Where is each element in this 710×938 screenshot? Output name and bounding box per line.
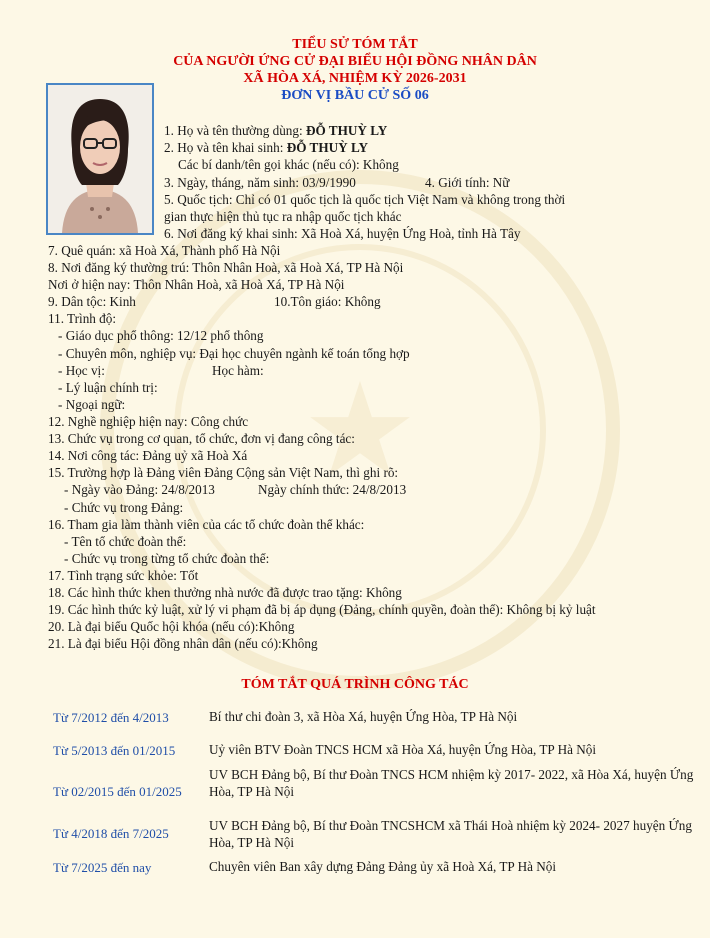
awards-row: 18. Các hình thức khen thưởng nhà nước đã được trao tặng: Không (48, 585, 402, 600)
education-heading: 11. Trình độ: (48, 311, 117, 326)
dob-row: 3. Ngày, tháng, năm sinh: 03/9/1990 (164, 175, 356, 190)
career-description: Chuyên viên Ban xây dựng Đảng Đảng ủy xã Hoà Xá, TP Hà Nội (209, 859, 557, 874)
pc-delegate-row: 21. Là đại biểu Hội đồng nhân dân (nếu có):Không (48, 636, 318, 651)
health-row: 17. Tình trạng sức khỏe: Tốt (48, 568, 199, 583)
party-position-row: - Chức vụ trong Đảng: (64, 500, 184, 515)
permanent-residence-row: 8. Nơi đăng ký thường trú: Thôn Nhân Hoà, xã Hoà Xá, TP Hà Nội (48, 260, 404, 275)
career-date: Từ 4/2018 đến 7/2025 (53, 826, 169, 841)
nationality-row-cont: gian thực hiện thủ tục ra nhập quốc tịch khác (164, 209, 402, 224)
party-member-row: 15. Trường hợp là Đảng viên Đảng Cộng sản Việt Nam, thì ghi rõ: (48, 465, 399, 480)
career-description: Uỷ viên BTV Đoàn TNCS HCM xã Hòa Xá, huyện Ứng Hòa, TP Hà Nội (209, 742, 597, 757)
header-title: TIỂU SỬ TÓM TẮT (292, 37, 418, 52)
hometown-row: 7. Quê quán: xã Hoà Xá, Thành phố Hà Nội (48, 243, 281, 258)
occupation-row: 12. Nghề nghiệp hiện nay: Công chức (48, 414, 249, 429)
name-common-row (164, 123, 387, 139)
career-description: UV BCH Đảng bộ, Bí thư Đoàn TNCSHCM xã Thái Hoà nhiệm kỳ 2024- 2027 huyện Ứng Hòa, TP Hà Nội (209, 818, 692, 850)
general-education-row: - Giáo dục phổ thông: 12/12 phổ thông (58, 328, 264, 343)
name-birth-value: ĐỖ THUỲ LY (286, 140, 369, 155)
name-common-value: ĐỖ THUỲ LY (305, 123, 388, 138)
ethnicity-row: 9. Dân tộc: Kinh (48, 294, 136, 309)
career-section-title: TÓM TẮT QUÁ TRÌNH CÔNG TÁC (241, 677, 469, 692)
candidate-photo (46, 83, 154, 235)
career-date: Từ 02/2015 đến 01/2025 (53, 784, 182, 799)
workplace-row: 14. Nơi công tác: Đảng uỷ xã Hoà Xá (48, 448, 248, 463)
name-common-label: 1. Họ và tên thường dùng: (164, 123, 306, 138)
mass-org-row: 16. Tham gia làm thành viên của các tổ chức đoàn thể khác: (48, 517, 365, 532)
career-date: Từ 5/2013 đến 01/2015 (53, 743, 176, 758)
name-birth-row (164, 140, 368, 156)
career-date: Từ 7/2025 đến nay (53, 860, 152, 875)
header-term: XÃ HÒA XÁ, NHIỆM KỲ 2026-2031 (243, 71, 467, 86)
career-description: Bí thư chi đoàn 3, xã Hòa Xá, huyện Ứng Hòa, TP Hà Nội (209, 709, 518, 724)
foreign-language-row: - Ngoại ngữ: (58, 397, 126, 412)
religion-row: 10.Tôn giáo: Không (274, 294, 381, 309)
portrait-image (48, 85, 152, 233)
position-row: 13. Chức vụ trong cơ quan, tổ chức, đơn vị đang công tác: (48, 431, 355, 446)
header-constituency: ĐƠN VỊ BẦU CỬ SỐ 06 (281, 88, 429, 103)
political-theory-row: - Lý luận chính trị: (58, 380, 158, 395)
header-subtitle: CỦA NGƯỜI ỨNG CỬ ĐẠI BIỂU HỘI ĐỒNG NHÂN DÂN (173, 54, 537, 69)
degree-row: - Học vị: (58, 363, 105, 378)
party-join-row: - Ngày vào Đảng: 24/8/2013 (64, 482, 215, 497)
academic-title-row: Học hàm: (212, 363, 264, 378)
current-residence-row: Nơi ở hiện nay: Thôn Nhân Hoà, xã Hoà Xá, TP Hà Nội (48, 277, 345, 292)
aliases-row: Các bí danh/tên gọi khác (nếu có): Không (178, 157, 399, 172)
party-official-row: Ngày chính thức: 24/8/2013 (258, 482, 407, 497)
specialty-row: - Chuyên môn, nghiệp vụ: Đại học chuyên ngành kế toán tổng hợp (58, 346, 410, 361)
discipline-row: 19. Các hình thức kỷ luật, xử lý vi phạm đã bị áp dụng (Đảng, chính quyền, đoàn thể): Không bị kỷ luật (48, 602, 596, 617)
career-description: UV BCH Đảng bộ, Bí thư Đoàn TNCS HCM nhiệm kỳ 2017- 2022, xã Hòa Xá, huyện Ứng Hòa, TP Hà Nội (209, 767, 694, 799)
career-date: Từ 7/2012 đến 4/2013 (53, 710, 169, 725)
na-delegate-row: 20. Là đại biểu Quốc hội khóa (nếu có):Không (48, 619, 295, 634)
org-name-row: - Tên tổ chức đoàn thể: (64, 534, 187, 549)
nationality-row: 5. Quốc tịch: Chỉ có 01 quốc tịch là quốc tịch Việt Nam và không trong thời (164, 192, 566, 207)
name-birth-label: 2. Họ và tên khai sinh: (164, 140, 287, 155)
gender-row: 4. Giới tính: Nữ (425, 175, 510, 190)
birth-registration-row: 6. Nơi đăng ký khai sinh: Xã Hoà Xá, huyện Ứng Hoà, tỉnh Hà Tây (164, 226, 521, 241)
org-position-row: - Chức vụ trong từng tổ chức đoàn thể: (64, 551, 270, 566)
